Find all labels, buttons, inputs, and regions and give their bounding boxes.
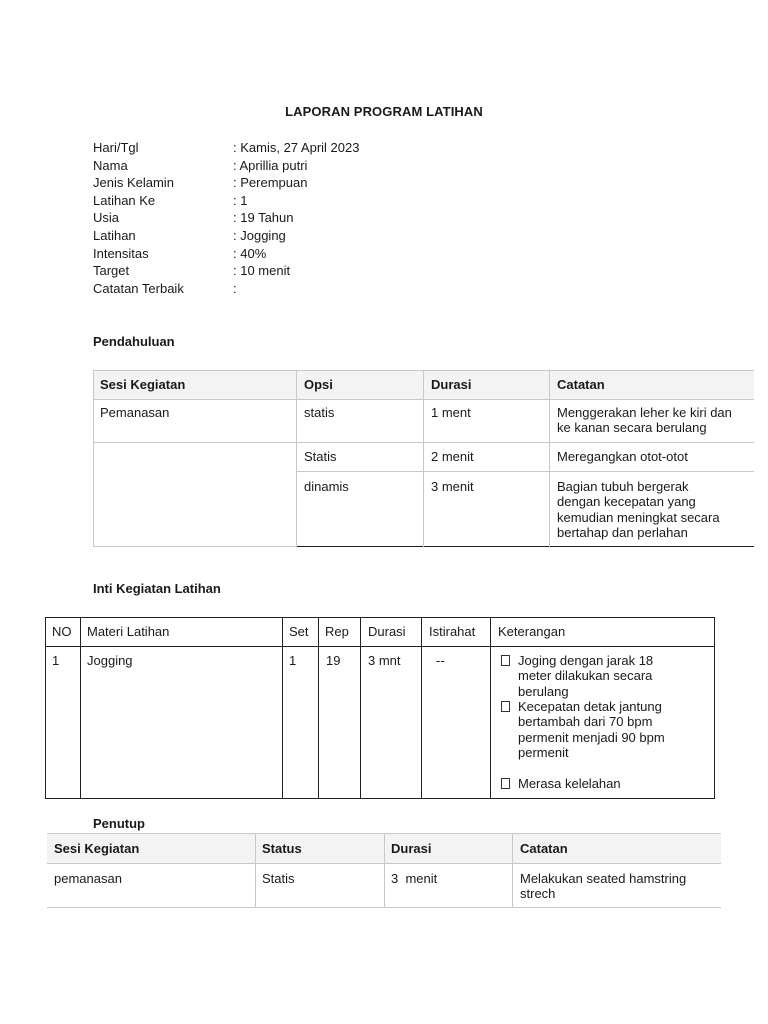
bullet-box-icon (501, 778, 510, 789)
info-row (93, 262, 359, 280)
cell-line: bertahap dan perlahan (557, 524, 688, 540)
table-border (360, 617, 361, 799)
info-label: Intensitas (93, 245, 149, 261)
table-header-cell: Keterangan (498, 624, 566, 639)
table-cell (557, 479, 720, 540)
table-border (297, 546, 754, 547)
list-item (501, 776, 621, 791)
info-value: : Kamis, 27 April 2023 (233, 139, 359, 157)
table-header-cell: Catatan (557, 377, 605, 392)
table-cell: Statis (304, 449, 337, 464)
info-row (93, 157, 359, 175)
table-cell: dinamis (304, 479, 349, 494)
info-value: : Jogging (233, 227, 286, 245)
list-item (501, 653, 654, 699)
table-cell: 19 (326, 653, 341, 668)
info-value: : Aprillia putri (233, 157, 307, 175)
cell-line: Merasa kelelahan (518, 776, 621, 791)
table-cell: Statis (262, 871, 295, 886)
table-border (45, 617, 46, 799)
table-border (318, 617, 319, 799)
table-cell: pemanasan (54, 871, 122, 886)
document-title: LAPORAN PROGRAM LATIHAN (285, 104, 483, 119)
info-label: Usia (93, 210, 120, 226)
info-label: Catatan Terbaik (93, 280, 184, 296)
info-label: Hari/Tgl (93, 140, 139, 155)
info-value: : 40% (233, 245, 266, 263)
info-label: Nama (93, 157, 128, 173)
info-row (93, 245, 359, 263)
table-border (384, 833, 385, 908)
table-border (512, 833, 513, 908)
table-header-cell: Durasi (368, 624, 406, 639)
info-label: Target (93, 263, 130, 279)
info-row (93, 139, 359, 157)
list-item (501, 699, 665, 760)
table-border (423, 370, 424, 547)
cell-line: Bagian tubuh bergerak (557, 479, 689, 494)
table-cell: 1 (289, 653, 297, 668)
pendahuluan-heading: Pendahuluan (93, 334, 175, 349)
table-border (93, 546, 297, 547)
info-label: Latihan Ke (93, 192, 156, 208)
table-cell: 2 menit (431, 449, 474, 464)
info-value (233, 280, 237, 298)
table-border (93, 370, 94, 547)
table-cell: -- (436, 653, 445, 668)
table-cell (557, 405, 732, 436)
info-row (93, 227, 359, 245)
penutup-heading: Penutup (93, 816, 145, 831)
table-header-cell: Sesi Kegiatan (54, 841, 140, 856)
cell-line: permenit menjadi 90 bpm (518, 729, 665, 745)
table-cell: statis (304, 405, 335, 420)
table-cell: Jogging (87, 653, 133, 668)
info-label: Jenis Kelamin (93, 175, 174, 191)
info-label: Latihan (93, 227, 136, 243)
table-border (282, 617, 283, 799)
cell-line: Kecepatan detak jantung (518, 699, 662, 714)
list-item-text (518, 699, 698, 760)
table-header-cell: Set (289, 624, 309, 639)
cell-line: Menggerakan leher ke kiri dan (557, 405, 732, 420)
table-cell: 3 menit (431, 479, 474, 494)
table-header-cell: Catatan (520, 841, 568, 856)
cell-line: permenit (518, 744, 569, 760)
table-cell: 1 ment (431, 405, 471, 420)
bullet-box-icon (501, 701, 510, 712)
table-header-cell: NO (52, 624, 72, 639)
list-item-text (518, 653, 698, 699)
table-header-cell: Materi Latihan (87, 624, 170, 639)
table-cell (520, 871, 686, 902)
table-header-bg (94, 371, 754, 399)
table-cell: 3 menit (391, 871, 438, 886)
info-value: : Perempuan (233, 174, 307, 192)
table-cell: Meregangkan otot-otot (557, 449, 688, 464)
info-value: : 19 Tahun (233, 209, 294, 227)
table-border (714, 617, 715, 799)
cell-line: bertambah dari 70 bpm (518, 714, 653, 730)
table-border (45, 646, 715, 647)
table-header-cell: Rep (325, 624, 349, 639)
table-cell: 1 (52, 653, 60, 668)
cell-line: berulang (518, 683, 569, 699)
table-header-cell: Opsi (304, 377, 333, 392)
table-header-cell: Durasi (431, 377, 472, 392)
table-border (549, 370, 550, 547)
inti-heading: Inti Kegiatan Latihan (93, 581, 221, 596)
info-value: : 10 menit (233, 262, 290, 280)
cell-line: Joging dengan jarak 18 (518, 653, 654, 668)
table-border (80, 617, 81, 799)
table-border (255, 833, 256, 908)
table-border (45, 798, 715, 799)
cell-line: dengan kecepatan yang (557, 494, 696, 510)
cell-line: meter dilakukan secara (518, 668, 653, 684)
table-border (297, 471, 754, 472)
bullet-box-icon (501, 655, 510, 666)
cell-line: ke kanan secara berulang (557, 420, 707, 436)
info-row (93, 174, 359, 192)
table-cell: Pemanasan (100, 405, 170, 420)
cell-line: strech (520, 886, 556, 902)
table-border (490, 617, 491, 799)
info-row (93, 192, 359, 210)
cell-line: kemudian meningkat secara (557, 509, 720, 525)
info-block (93, 139, 359, 297)
info-value: : 1 (233, 192, 247, 210)
table-cell: 3 mnt (368, 653, 401, 668)
cell-line: Melakukan seated hamstring (520, 871, 687, 886)
info-row (93, 209, 359, 227)
table-border (296, 370, 297, 547)
table-header-cell: Status (262, 841, 302, 856)
table-header-cell: Durasi (391, 841, 432, 856)
table-header-cell: Istirahat (429, 624, 476, 639)
info-row (93, 280, 359, 298)
list-item-text (518, 776, 698, 791)
table-border (421, 617, 422, 799)
table-border (45, 617, 715, 618)
table-header-cell: Sesi Kegiatan (100, 377, 186, 392)
